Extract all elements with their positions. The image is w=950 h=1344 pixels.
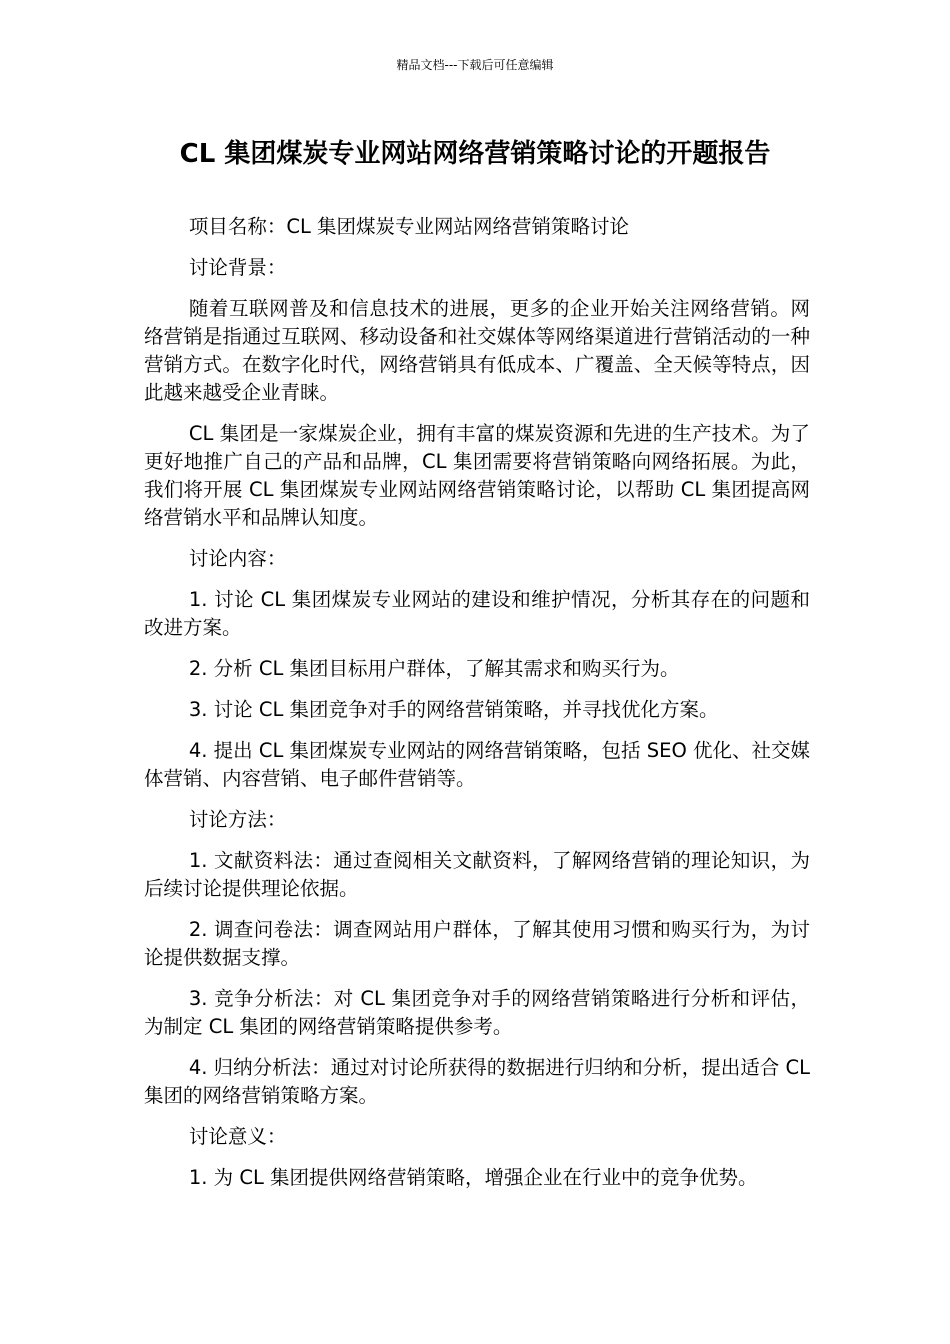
content-item-2: 2. 分析 CL 集团目标用户群体，了解其需求和购买行为。 [188, 657, 680, 680]
content-item-4: 4. 提出 CL 集团煤炭专业网站的网络营销策略，包括 SEO 优化、社交媒体营销、内容营销、电子邮件营销等。 [144, 739, 810, 790]
section-heading-methods: 讨论方法： [188, 808, 287, 831]
background-paragraph-1: 随着互联网普及和信息技术的进展，更多的企业开始关注网络营销。网络营销是指通过互联网、移动设备和社交媒体等网络渠道进行营销活动的一种营销方式。在数字化时代，网络营销具有低成本、广覆盖、全天候等特点，因此越来越受企业青睐。 [144, 297, 810, 404]
content-item-3: 3. 讨论 CL 集团竞争对手的网络营销策略，并寻找优化方案。 [188, 698, 719, 721]
background-paragraph-2: CL 集团是一家煤炭企业，拥有丰富的煤炭资源和先进的生产技术。为了更好地推广自己的产品和品牌，CL 集团需要将营销策略向网络拓展。为此，我们将开展 CL 集团煤炭专业网站网络营销策略讨论，以帮助 CL 集团提高网络营销水平和品牌认知度。 [144, 422, 810, 529]
method-item-4: 4. 归纳分析法：通过对讨论所获得的数据进行归纳和分析，提出适合 CL 集团的网络营销策略方案。 [144, 1056, 810, 1107]
section-heading-content: 讨论内容： [188, 547, 287, 570]
content-item-1: 1. 讨论 CL 集团煤炭专业网站的建设和维护情况，分析其存在的问题和改进方案。 [144, 588, 810, 639]
project-name-line: 项目名称：CL 集团煤炭专业网站网络营销策略讨论 [188, 215, 630, 238]
method-item-2: 2. 调查问卷法：调查网站用户群体，了解其使用习惯和购买行为，为讨论提供数据支撑。 [144, 918, 810, 969]
section-heading-background: 讨论背景： [188, 256, 287, 279]
document-title: CL 集团煤炭专业网站网络营销策略讨论的开题报告 [179, 139, 771, 169]
section-heading-significance: 讨论意义： [188, 1125, 287, 1148]
significance-item-1: 1. 为 CL 集团提供网络营销策略，增强企业在行业中的竞争优势。 [188, 1166, 758, 1189]
method-item-3: 3. 竞争分析法：对 CL 集团竞争对手的网络营销策略进行分析和评估，为制定 CL 集团的网络营销策略提供参考。 [144, 987, 810, 1038]
document-body [144, 213, 810, 1205]
header-note: 精品文档---下载后可任意编辑 [396, 58, 554, 72]
method-item-1: 1. 文献资料法：通过查阅相关文献资料，了解网络营销的理论知识，为后续讨论提供理论依据。 [144, 849, 810, 900]
